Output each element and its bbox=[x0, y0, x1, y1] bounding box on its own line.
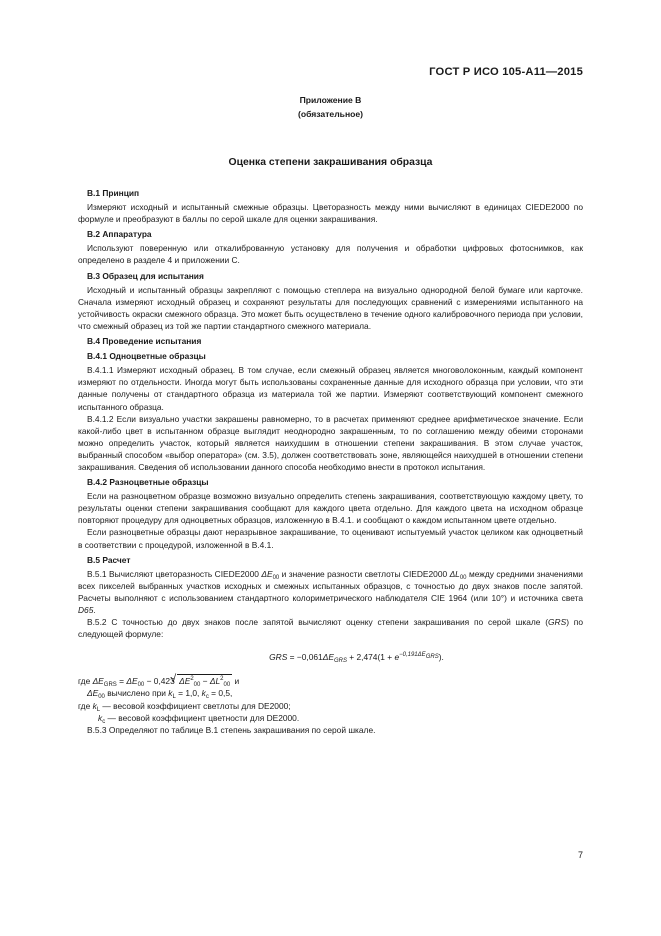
formula-where-3: где $k_L$ — весовой коэффициент светлоты для DE2000; bbox=[78, 700, 291, 713]
document-title: Оценка степени закрашивания образца bbox=[228, 157, 433, 168]
formula-where-4: $k_c$ — весовой коэффициент цветности для DE2000. bbox=[98, 712, 300, 725]
formula-where-1: где $\Delta E_{GRS} = \Delta E_{00} - 0,423$ √ $\Delta E^2_{00} - \Delta L^2_{00}$ и bbox=[78, 674, 583, 687]
standard-designation: ГОСТ Р ИСО 105-A11—2015 bbox=[429, 66, 583, 78]
section-b42-heading: В.4.2 Разноцветные образцы bbox=[87, 477, 209, 488]
section-b2-heading: В.2 Аппаратура bbox=[87, 229, 152, 240]
section-b412-text: В.4.1.2 Если визуально участки закрашены равномерно, то в расчетах применяют среднее арифметическое значение. Если какой-либо цвет в испытанном образце выглядит неоднородно закрашенным, то по соглашению между обеими сторонами можно определить участок, который является наихудшим в отношении степени закрашивания. В этом случае участок, выбранный способом «выбор оператора» (см. 3.5), должен соответствовать зоне, являющейся наихудшей в отношении степени закрашивания. Сведения об использовании данного способа необходимо внести в протокол испытания. bbox=[78, 413, 583, 472]
page-number: 7 bbox=[577, 850, 583, 860]
section-b411-text: В.4.1.1 Измеряют исходный образец. В том случае, если смежный образец является многоволоконным, каждый компонент измеряют по отдельности. Иногда могут быть использованы сохраненные данные для исходного образца при условии, что эти данные получены от стандартного образца из материала той же партии. Измеряют соответствующий компонент смежного испытанного образца. bbox=[78, 365, 583, 412]
section-b3-text: Исходный и испытанный образцы закрепляют с помощью степлера на визуально однородной белой бумаге или карточке. Сначала измеряют исходный образец и сохраняют результаты для последующих сравнений с измерениями испытанного на устойчивость окраски смежного образца. Это может быть осуществлено в течение одного калибровочного периода при условии, что смежный образец из той же партии стандартного смежного материала. bbox=[78, 284, 583, 331]
section-b4-heading: В.4 Проведение испытания bbox=[87, 336, 202, 347]
grs-formula: GRS = $-0,061\Delta E_{GRS} + 2,474(1 + e^{-0,191\Delta E_{GRS}})$. bbox=[269, 652, 444, 665]
section-b1-text: Измеряют исходный и испытанный смежные образцы. Цветоразность между ними вычисляют в единицах CIEDE2000 по формуле и преобразуют в баллы по серой шкале для оценки закрашивания. bbox=[78, 202, 583, 225]
section-b41-heading: В.4.1 Одноцветные образцы bbox=[87, 351, 206, 362]
section-b3-heading: В.3 Образец для испытания bbox=[87, 270, 204, 281]
section-b2-text: Используют поверенную или откалиброванную установку для получения и обработки цифровых фотоснимков, как определено в разделе 4 и приложении С. bbox=[78, 243, 583, 266]
document-body bbox=[78, 184, 583, 736]
section-b5-heading: В.5 Расчет bbox=[87, 554, 131, 565]
square-root: √ $\Delta E^2_{00} - \Delta L^2_{00}$ bbox=[177, 674, 232, 687]
section-b53-text: В.5.3 Определяют по таблице В.1 степень закрашивания по серой шкале. bbox=[87, 724, 376, 735]
annex-title: Приложение В bbox=[299, 95, 362, 105]
section-b1-heading: В.1 Принцип bbox=[87, 188, 140, 198]
section-b52-text: В.5.2 С точностью до двух знаков после запятой вычисляют оценку степени закрашивания по серой шкале (GRS) по следующей формуле: bbox=[78, 617, 583, 640]
section-b42-paragraph-1: Если на разноцветном образце возможно визуально определить степень закрашивания, соответствующую каждому цвету, то результаты оценки степени закрашивания сообщают для каждого цвета отдельно. Для каждого цвета на исходном образце повторяют процедуру для одноцветных образцов, изложенную в В.4.1. и сообщают о каждом испытанном цвете отдельно. bbox=[78, 491, 583, 526]
formula-where-2: $\Delta E_{00}$ вычислено при $k_L = 1,0$, $k_c = 0,5$, bbox=[87, 688, 233, 701]
section-b51-text: В.5.1 Вычисляют цветоразность CIEDE2000 $\Delta E_{00}$ и значение разности светлоты CIEDE2000 $\Delta L_{00}$ между средними значениями всех пикселей выбранных участков исходных и смежных испытанных образцов, с точностью до двух знаков после запятой. Расчеты выполняют с использованием стандартного колориметрического наблюдателя CIE 1964 (или 10°) и источника света D65. bbox=[78, 568, 583, 615]
section-b42-paragraph-2: Если разноцветные образцы дают неразрывное закрашивание, то оценивают испытуемый участок целиком как одноцветный в соответствии с процедурой, изложенной в В.4.1. bbox=[78, 527, 583, 550]
annex-status: (обязательное) bbox=[297, 109, 364, 119]
